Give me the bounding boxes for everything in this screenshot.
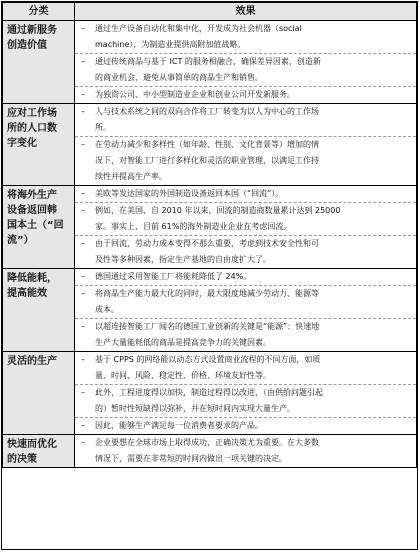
effect-text-line: 续性并提高生产率。 (95, 172, 167, 181)
effect-text (95, 236, 414, 268)
effect-text-line: 以超连接智能工厂闻名的德国工业创新的关键是“能源”：快速地 (95, 322, 320, 331)
table-header-row (3, 3, 417, 21)
category-label-line: 所的人口数 (7, 123, 57, 134)
effect-text (95, 286, 414, 318)
table-row (3, 104, 417, 186)
bullet-dash-icon: – (81, 189, 85, 198)
effect-text-line: 成本。 (95, 305, 119, 314)
category-cell (3, 21, 75, 104)
effect-text-line: 将商品生产能力最大化的同时，最大限度地减少劳动力、能源等 (95, 289, 319, 298)
effect-text (95, 435, 414, 467)
effect-text-line: 量、时间、风险、稳定性、价格、环境友好性等。 (95, 371, 271, 380)
bullet-dash-icon: – (81, 421, 85, 430)
category-cell (3, 352, 75, 435)
effect-cell (75, 104, 417, 186)
category-label-line: 创造价值 (7, 40, 47, 51)
effect-text-line: 例如，在美国，自 2010 年以来，回流的制造商数量累计达到 25000 (95, 206, 341, 215)
table-row (3, 352, 417, 435)
effect-text (95, 203, 414, 235)
effect-text-line: 基于 CPPS 的网络能以动态方式设置商业流程的不同方面，如质 (95, 355, 321, 364)
effect-text-line: machine），为制造业提供高附加值战略。 (95, 40, 246, 49)
table-row (3, 435, 417, 468)
category-label-line: 国本土（“回 (7, 220, 64, 231)
effect-item (75, 417, 416, 434)
bullet-dash-icon: – (81, 57, 85, 66)
category-label-line: 灵活的生产 (7, 356, 57, 367)
effect-text (95, 319, 414, 351)
bullet-dash-icon: – (81, 24, 85, 33)
effect-cell (75, 352, 417, 435)
effect-text-line: 况下，对智能工厂进行多样化和灵活的职业管理，以满足工作持 (95, 156, 319, 165)
effect-item (75, 384, 416, 417)
effect-cell (75, 435, 417, 468)
effect-cell (75, 269, 417, 352)
effect-item (75, 136, 416, 185)
effect-text (95, 352, 414, 384)
effect-text-line: 通过生产设备自动化和集中化，开发成为社会机器（social (95, 24, 302, 33)
table-row (3, 269, 417, 352)
bullet-dash-icon: – (81, 438, 85, 447)
category-label-line: 的决策 (7, 454, 37, 465)
effect-text-line: 人与技术系统之间的双向合作将工厂转变为以人为中心的工作场 (95, 107, 319, 116)
effect-text-line: 企业要想在全球市场上取得成功，正确决策尤为重要。在大多数 (95, 438, 319, 447)
effect-item (75, 104, 416, 136)
effect-cell (75, 21, 417, 104)
effect-text-line: 的）暂时性短缺得以弥补，并在短时间内实现大量生产。 (95, 404, 295, 413)
effect-text-line: 由于回流，劳动力成本变得不那么重要，考虑到技术安全性和可 (95, 239, 319, 248)
effect-item (75, 318, 416, 351)
category-label-line: 将海外生产 (7, 190, 57, 201)
category-cell (3, 104, 75, 186)
effect-item (75, 186, 416, 202)
effect-text-line: 为独资公司、中小型制造业企业和创业公司开发新服务。 (95, 90, 295, 99)
category-label-line: 设备返回韩 (7, 205, 57, 216)
bullet-dash-icon: – (81, 289, 85, 298)
effect-item (75, 269, 416, 285)
bullet-dash-icon: – (81, 206, 85, 215)
bullet-dash-icon: – (81, 239, 85, 248)
table-row (3, 186, 417, 269)
effect-text-line: 家。事实上，目前 61%的海外制造业企业在考虑回流。 (95, 222, 292, 231)
category-label-line: 通过新服务 (7, 25, 57, 36)
bullet-dash-icon: – (81, 322, 85, 331)
effect-text (95, 385, 414, 417)
effect-text (95, 54, 414, 86)
category-cell (3, 186, 75, 269)
effect-item (75, 53, 416, 86)
effect-item (75, 202, 416, 235)
effect-text (95, 186, 414, 202)
effect-text-line: 通过传统商品与基于 ICT 的服务相融合，确保差异因素，创造新 (95, 57, 321, 66)
effect-text-line: 的商业机会，避免从事简单的商品生产和销售。 (95, 73, 263, 82)
effect-text (95, 137, 414, 185)
category-label-line: 降低能耗， (7, 273, 57, 284)
bullet-dash-icon: – (81, 355, 85, 364)
bullet-dash-icon: – (81, 107, 85, 116)
effect-text-line: 生产大量能耗低的商品是提高竞争力的关键因素。 (95, 338, 271, 347)
effect-text-line: 及性等多种因素，指定生产基地的自由度扩大了。 (95, 255, 271, 264)
bullet-dash-icon: – (81, 388, 85, 397)
effect-item (75, 21, 416, 53)
effect-text-line: 情况下，需要在非常短的时间内做出一项关键的决定。 (95, 454, 287, 463)
table (2, 2, 417, 468)
bullet-dash-icon: – (81, 140, 85, 149)
header-category: 分类 (3, 3, 75, 21)
effect-text-line: 此外，工程进度得以加快，制造过程得以改进，（由供给问题引起 (95, 388, 323, 397)
category-label-line: 应对工作场 (7, 108, 57, 119)
category-cell (3, 435, 75, 468)
header-effect: 效果 (75, 3, 417, 21)
effect-text-line: 所。 (95, 123, 111, 132)
effect-item (75, 235, 416, 268)
effects-table (1, 1, 418, 550)
effect-text-line: 德国通过采用智能工厂将能耗降低了 24%。 (95, 272, 252, 281)
effect-text (95, 418, 414, 434)
effect-item (75, 86, 416, 103)
effect-text (95, 87, 414, 103)
effect-text-line: 美欧等发达国家的外国制造设备返回本国（“回流”）。 (95, 189, 284, 198)
category-label-line: 流”） (7, 235, 34, 246)
effect-cell (75, 186, 417, 269)
effect-text (95, 21, 414, 53)
category-cell (3, 269, 75, 352)
effect-text-line: 在劳动力减少和多样性（如年龄、性别、文化背景等）增加的情 (95, 140, 319, 149)
effect-text-line: 因此，能够生产满足每一位消费者要求的产品。 (95, 421, 263, 430)
effect-item (75, 352, 416, 384)
category-label-line: 提高能效 (7, 288, 47, 299)
effect-item (75, 285, 416, 318)
table-row (3, 21, 417, 104)
category-label-line: 快速而优化 (7, 439, 57, 450)
category-label-line: 字变化 (7, 138, 37, 149)
effect-text (95, 269, 414, 285)
bullet-dash-icon: – (81, 272, 85, 281)
table-body (3, 21, 417, 468)
effect-item (75, 435, 416, 467)
bullet-dash-icon: – (81, 90, 85, 99)
effect-text (95, 104, 414, 136)
